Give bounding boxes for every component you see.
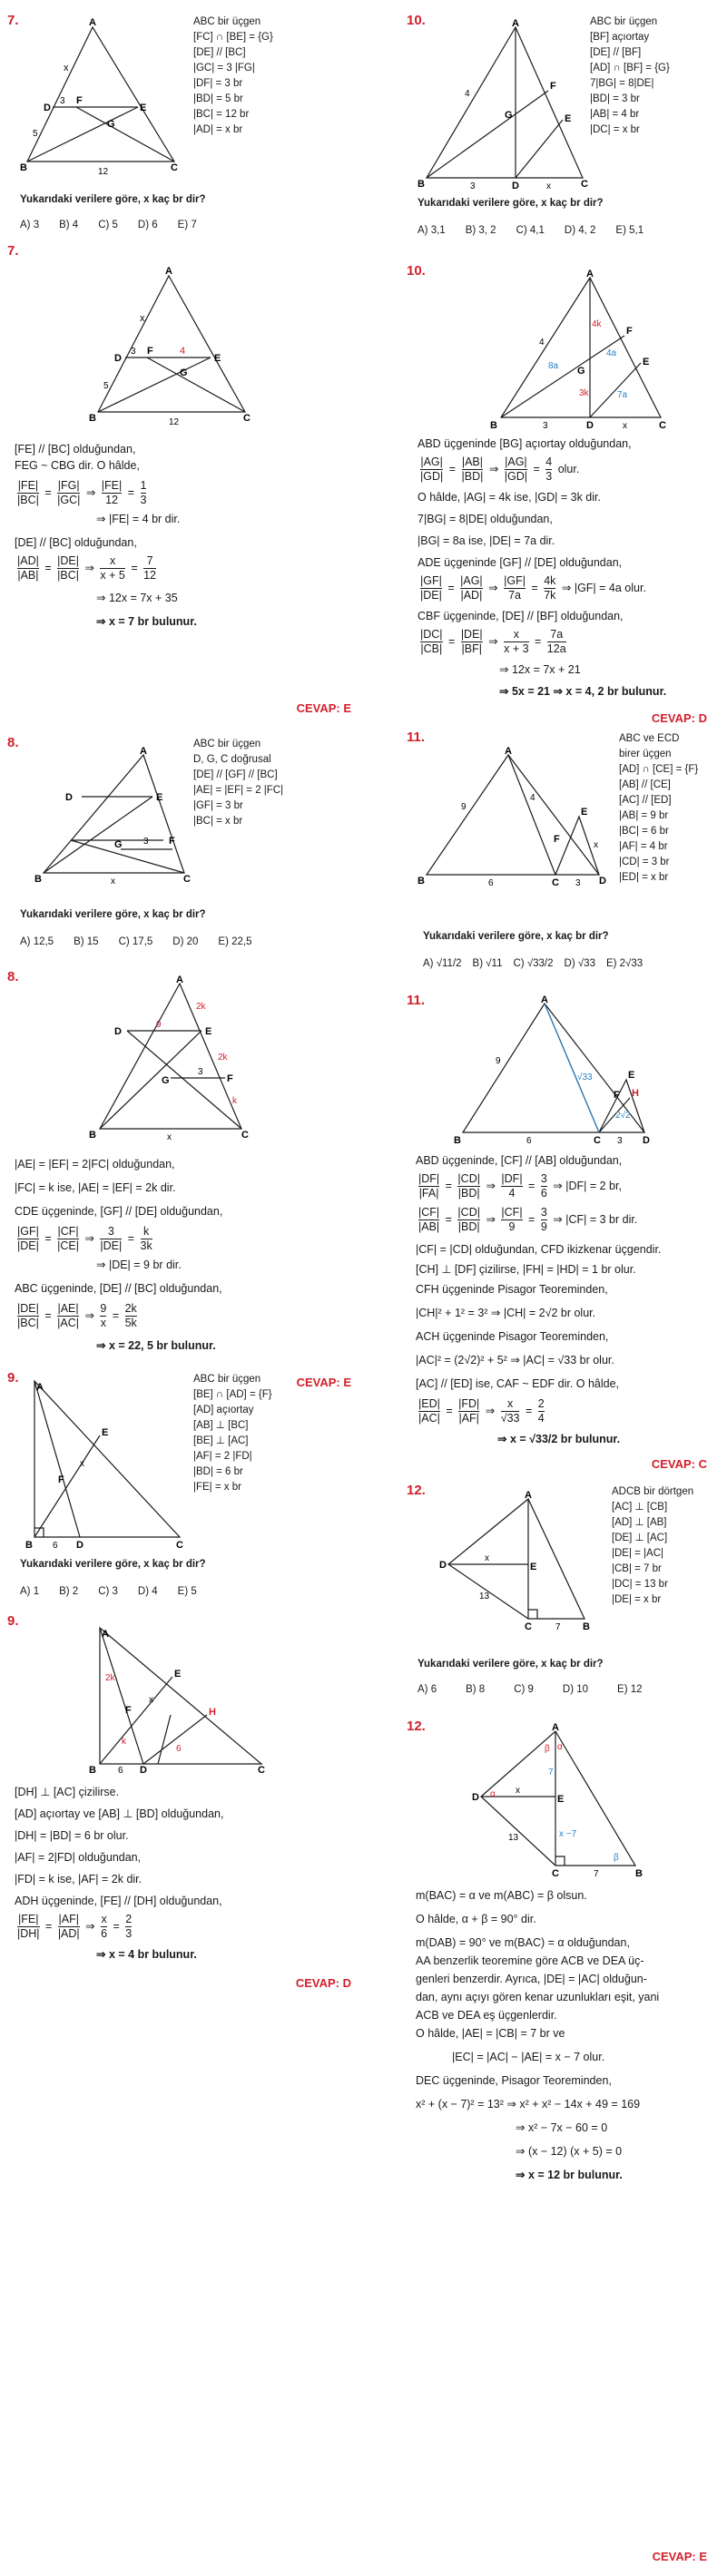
solution-figure-10 bbox=[490, 269, 672, 431]
svg-text:D: D bbox=[44, 103, 51, 113]
svg-text:A: A bbox=[140, 746, 147, 757]
svg-text:3: 3 bbox=[543, 421, 548, 431]
svg-text:k: k bbox=[232, 1096, 237, 1106]
svg-text:3: 3 bbox=[617, 1136, 623, 1146]
svg-text:12: 12 bbox=[169, 417, 180, 427]
triangle-figure-11 bbox=[418, 746, 617, 888]
svg-text:3: 3 bbox=[60, 96, 65, 106]
svg-text:B: B bbox=[635, 1868, 643, 1879]
svg-text:G: G bbox=[107, 119, 115, 130]
solution-figure-7 bbox=[89, 267, 252, 426]
solution-8 bbox=[7, 969, 357, 1396]
svg-text:A: A bbox=[512, 18, 519, 29]
svg-text:2k: 2k bbox=[196, 1002, 206, 1012]
svg-text:E: E bbox=[643, 357, 650, 367]
svg-text:6: 6 bbox=[118, 1766, 123, 1776]
problem-number: 9. bbox=[7, 1370, 19, 1386]
question-text: Yukarıdaki verilere göre, x kaç br dir? bbox=[20, 194, 206, 205]
svg-text:x −7: x −7 bbox=[559, 1829, 577, 1839]
svg-text:9: 9 bbox=[156, 1020, 162, 1030]
svg-text:x: x bbox=[64, 63, 69, 73]
solution-number: 11. bbox=[407, 993, 426, 1008]
svg-text:3: 3 bbox=[198, 1067, 203, 1077]
svg-text:F: F bbox=[626, 326, 633, 337]
answer-label: CEVAP: E bbox=[652, 2550, 707, 2563]
svg-text:A: A bbox=[586, 269, 594, 279]
svg-text:6: 6 bbox=[53, 1541, 58, 1551]
solution-text: ABD üçgeninde, [CF] // [AB] olduğundan, $\frac{|DF|}{|FA|}$ = $\frac{|CD|}{|BD|}$ ⇒ $\frac{|DF|}{4}$ = $\frac{3}{6}$ ⇒ |DF| = 2 br, $\frac{|CF|}{|AB|}$ = $\frac{|CD|}{|BD|}$ ⇒ $\frac{|CF|}{9}$ = $\frac{3}{9}$ ⇒ |CF| = 3 br dir. |CF| = |CD| olduğundan, CFD ikizkenar üçgendir. [CH] ⊥ [DF] çizilirse, |FH| = |HD| = 1 br olur. CFH üçgeninde Pisagor Teoreminden, |CH|² + 1² = 3² ⇒ |CH| = 2√2 br olur. ACH üçgeninde Pisagor Teoreminden, |AC|² = (2√2)² + 5² ⇒ |AC| = √33 br olur. [AC] // [ED] ise, CAF ~ EDF dir. O hâlde, $\frac{|ED|}{|AC|}$ = $\frac{|FD|}{|AF|}$ ⇒ $\frac{x}{√33}$ = $\frac{2}{4}$ ⇒ x = √33/2 br bulunur. bbox=[416, 1154, 662, 1445]
svg-text:D: D bbox=[65, 792, 73, 803]
svg-text:C: C bbox=[594, 1135, 601, 1146]
svg-text:D: D bbox=[472, 1792, 479, 1803]
solution-12 bbox=[363, 1719, 712, 2576]
svg-text:B: B bbox=[25, 1540, 33, 1551]
svg-text:3: 3 bbox=[470, 181, 476, 191]
svg-text:D: D bbox=[76, 1540, 84, 1551]
svg-text:β: β bbox=[545, 1744, 550, 1754]
given-list: ABC bir üçgen [BE] ∩ [AD] = {F} [AD] açıortay [AB] ⊥ [BC] [BE] ⊥ [AC] |AF| = 2 |FD| |BD| = 6 br |FE| = x br bbox=[193, 1374, 272, 1493]
question-text: Yukarıdaki verilere göre, x kaç br dir? bbox=[20, 909, 206, 920]
svg-text:x: x bbox=[516, 1786, 520, 1796]
svg-text:B: B bbox=[418, 876, 425, 886]
svg-text:E: E bbox=[581, 807, 588, 818]
svg-text:E: E bbox=[565, 113, 572, 124]
svg-text:A: A bbox=[525, 1490, 532, 1501]
triangle-figure-8 bbox=[34, 748, 198, 884]
svg-text:B: B bbox=[454, 1135, 461, 1146]
triangle-figure-9 bbox=[25, 1374, 189, 1551]
solution-11 bbox=[363, 993, 712, 1483]
problem-8 bbox=[7, 735, 357, 962]
given-list: ABC bir üçgen D, G, C doğrusal [DE] // [GF] // [BC] |AE| = |EF| = 2 |FC| |GF| = 3 br |BC| = x br bbox=[193, 739, 284, 827]
svg-text:5: 5 bbox=[33, 129, 38, 139]
svg-text:F: F bbox=[76, 95, 83, 106]
svg-text:G: G bbox=[162, 1075, 170, 1086]
svg-text:6: 6 bbox=[176, 1744, 182, 1754]
solution-figure-9 bbox=[89, 1621, 270, 1775]
svg-text:G: G bbox=[114, 839, 123, 850]
svg-text:4: 4 bbox=[465, 89, 470, 99]
svg-text:3: 3 bbox=[575, 878, 581, 888]
svg-text:C: C bbox=[525, 1621, 532, 1632]
answer-label: CEVAP: E bbox=[296, 1376, 351, 1389]
problem-number: 7. bbox=[7, 13, 19, 28]
svg-text:E: E bbox=[156, 792, 163, 803]
svg-text:4: 4 bbox=[180, 346, 186, 357]
quadrilateral-figure-12 bbox=[439, 1490, 603, 1632]
svg-text:D: D bbox=[140, 1765, 147, 1776]
svg-text:9: 9 bbox=[461, 802, 467, 812]
svg-text:13: 13 bbox=[479, 1592, 490, 1601]
svg-text:C: C bbox=[659, 420, 666, 431]
solution-9 bbox=[7, 1613, 357, 1994]
svg-text:E: E bbox=[140, 103, 147, 113]
svg-text:B: B bbox=[89, 1130, 96, 1141]
given-list: ABC bir üçgen [FC] ∩ [BE] = {G} [DE] // [BC] |GC| = 3 |FG| |DF| = 3 br |BD| = 5 br |BC| = 12 br |AD| = x br bbox=[193, 16, 273, 135]
svg-text:13: 13 bbox=[508, 1833, 519, 1843]
problem-number: 12. bbox=[407, 1483, 426, 1498]
svg-text:9: 9 bbox=[496, 1056, 501, 1066]
svg-text:5: 5 bbox=[103, 381, 109, 391]
svg-text:F: F bbox=[125, 1705, 132, 1716]
svg-text:√33: √33 bbox=[577, 1073, 593, 1082]
svg-text:C: C bbox=[241, 1130, 249, 1141]
svg-text:7a: 7a bbox=[617, 390, 628, 400]
svg-text:D: D bbox=[586, 420, 594, 431]
problem-7 bbox=[7, 13, 357, 230]
svg-text:3: 3 bbox=[131, 347, 136, 357]
options: A) 12,5 B) 15 C) 17,5 D) 20 E) 22,5 bbox=[20, 936, 252, 947]
svg-text:B: B bbox=[583, 1621, 590, 1632]
solution-number: 12. bbox=[407, 1719, 426, 1734]
svg-text:F: F bbox=[58, 1474, 64, 1485]
problem-number: 8. bbox=[7, 735, 19, 750]
svg-text:3k: 3k bbox=[579, 388, 589, 398]
options: A) 3,1 B) 3, 2 C) 4,1 D) 4, 2 E) 5,1 bbox=[418, 225, 644, 236]
svg-text:F: F bbox=[147, 346, 153, 357]
svg-text:E: E bbox=[174, 1669, 182, 1680]
options: A) 1 B) 2 C) 3 D) 4 E) 5 bbox=[20, 1586, 197, 1597]
svg-text:x: x bbox=[623, 421, 627, 431]
svg-text:8a: 8a bbox=[548, 361, 559, 371]
svg-text:C: C bbox=[552, 1868, 559, 1879]
svg-text:x: x bbox=[485, 1553, 489, 1563]
svg-text:C: C bbox=[581, 179, 588, 190]
svg-text:E: E bbox=[205, 1026, 212, 1037]
solution-figure-8 bbox=[89, 976, 252, 1140]
svg-text:B: B bbox=[20, 162, 27, 173]
given-list: ADCB bir dörtgen [AC] ⊥ [CB] [AD] ⊥ [AB] [DE] ⊥ [AC] |DE| = |AC| |CB| = 7 br |DC| = 13 br |DE| = x br bbox=[612, 1486, 694, 1605]
svg-text:B: B bbox=[34, 874, 42, 885]
solution-text: ABD üçgeninde [BG] açıortay olduğundan, $\frac{|AG|}{|GD|}$ = $\frac{|AB|}{|BD|}$ ⇒ $\frac{|AG|}{|GD|}$ = $\frac{4}{3}$ olur. O hâlde, |AG| = 4k ise, |GD| = 3k dir. 7|BG| = 8|DE| olduğundan, |BG| = 8a ise, |DE| = 7a dir. ADE üçgeninde [GF] // [DE] olduğundan, $\frac{|GF|}{|DE|}$ = $\frac{|AG|}{|AD|}$ ⇒ $\frac{|GF|}{7a}$ = $\frac{4k}{7k}$ ⇒ |GF| = 4a olur. CBF üçgeninde, [DE] // [BF] olduğundan, $\frac{|DC|}{|CB|}$ = $\frac{|DE|}{|BF|}$ ⇒ $\frac{x}{x + 3}$ = $\frac{7a}{12a}$ ⇒ 12x = 7x + 21 ⇒ 5x = 21 ⇒ x = 4, 2 br bulunur. bbox=[418, 437, 667, 698]
solution-text: m(BAC) = α ve m(ABC) = β olsun. O hâlde, α + β = 90° dir. m(DAB) = 90° ve m(BAC) = α olduğundan, AA benzerlik teoremine göre ACB ve DEA üç- genleri benzerdir. Ayrıca, |DE| = |AC| olduğun- dan, aynı açıyı gören kenar uzunlukları eşit, yani ACB ve DEA eş üçgenlerdir. O hâlde, |AE| = |CB| = 7 br ve |EC| = |AC| − |AE| = x − 7 olur. DEC üçgeninde, Pisagor Teoreminden, x² + (x − 7)² = 13² ⇒ x² + x² − 14x + 49 = 169 ⇒ x² − 7x − 60 = 0 ⇒ (x − 12) (x + 5) = 0 ⇒ x = 12 br bulunur. bbox=[416, 1889, 660, 2181]
solution-number: 7. bbox=[7, 243, 19, 259]
given-list: ABC ve ECD birer üçgen [AD] ∩ [CE] = {F} [AB] // [CE] [AC] // [ED] |AB| = 9 br |BC| = 6 br |AF| = 4 br |CD| = 3 br |ED| = x br bbox=[619, 733, 699, 883]
svg-text:A: A bbox=[36, 1382, 44, 1393]
options: A) 6 B) 8 C) 9 D) 10 E) 12 bbox=[418, 1684, 643, 1695]
question-text: Yukarıdaki verilere göre, x kaç br dir? bbox=[20, 1559, 206, 1570]
svg-text:α: α bbox=[557, 1742, 563, 1752]
svg-text:G: G bbox=[180, 367, 188, 378]
svg-text:D: D bbox=[114, 353, 122, 364]
triangle-figure-10 bbox=[418, 18, 590, 191]
svg-text:A: A bbox=[505, 746, 512, 757]
solution-number: 9. bbox=[7, 1613, 19, 1629]
svg-text:D: D bbox=[439, 1560, 447, 1571]
given-list: ABC bir üçgen [BF] açıortay [DE] // [BF] [AD] ∩ [BF] = {G} 7|BG| = 8|DE| |BD| = 3 br |AB| = 4 br |DC| = x br bbox=[590, 16, 670, 135]
svg-text:6: 6 bbox=[526, 1136, 532, 1146]
svg-text:2k: 2k bbox=[218, 1053, 228, 1063]
problem-9 bbox=[7, 1370, 357, 1606]
svg-text:x: x bbox=[167, 1132, 172, 1142]
svg-text:7: 7 bbox=[548, 1768, 554, 1778]
svg-text:4: 4 bbox=[539, 338, 545, 348]
svg-text:A: A bbox=[541, 994, 548, 1005]
svg-text:4k: 4k bbox=[592, 319, 602, 329]
question-text: Yukarıdaki verilere göre, x kaç br dir? bbox=[418, 198, 604, 209]
problem-11 bbox=[363, 730, 712, 984]
svg-text:C: C bbox=[183, 874, 191, 885]
solution-figure-12 bbox=[472, 1724, 653, 1878]
svg-text:B: B bbox=[89, 1765, 96, 1776]
svg-text:F: F bbox=[550, 81, 556, 92]
question-text: Yukarıdaki verilere göre, x kaç br dir? bbox=[418, 1659, 604, 1670]
answer-label: CEVAP: C bbox=[651, 1457, 707, 1471]
svg-text:4a: 4a bbox=[606, 348, 617, 358]
svg-text:E: E bbox=[628, 1070, 635, 1081]
svg-text:E: E bbox=[530, 1562, 537, 1572]
svg-text:6: 6 bbox=[488, 878, 494, 888]
svg-text:7: 7 bbox=[555, 1622, 561, 1632]
svg-text:4: 4 bbox=[530, 793, 535, 803]
solution-10 bbox=[363, 263, 712, 771]
solution-figure-11 bbox=[454, 996, 672, 1146]
svg-text:x: x bbox=[80, 1459, 84, 1469]
svg-text:D: D bbox=[114, 1026, 122, 1037]
answer-label: CEVAP: E bbox=[296, 701, 351, 715]
solution-text: |AE| = |EF| = 2|FC| olduğundan, |FC| = k ise, |AE| = |EF| = 2k dir. CDE üçgeninde, [GF] // [DE] olduğundan, $\frac{|GF|}{|DE|}$ = $\frac{|CF|}{|CE|}$ ⇒ $\frac{3}{|DE|}$ = $\frac{k}{3k}$ ⇒ |DE| = 9 br dir. ABC üçgeninde, [DE] // [BC] olduğundan, $\frac{|DE|}{|BC|}$ = $\frac{|AE|}{|AC|}$ ⇒ $\frac{9}{x}$ = $\frac{2k}{5k}$ ⇒ x = 22, 5 br bulunur. bbox=[15, 1158, 223, 1352]
solution-number: 8. bbox=[7, 969, 19, 984]
svg-text:A: A bbox=[176, 975, 183, 985]
svg-text:F: F bbox=[227, 1073, 233, 1084]
svg-text:G: G bbox=[577, 366, 585, 377]
solution-number: 10. bbox=[407, 263, 426, 279]
svg-text:3: 3 bbox=[143, 837, 149, 847]
svg-text:C: C bbox=[258, 1765, 265, 1776]
svg-text:H: H bbox=[209, 1707, 216, 1718]
options: A) 3 B) 4 C) 5 D) 6 E) 7 bbox=[20, 220, 197, 230]
svg-text:x: x bbox=[594, 840, 598, 850]
svg-text:H: H bbox=[632, 1088, 639, 1099]
svg-text:F: F bbox=[169, 836, 175, 847]
svg-text:D: D bbox=[643, 1135, 650, 1146]
svg-text:F: F bbox=[554, 834, 560, 845]
triangle-figure-7 bbox=[20, 16, 183, 177]
problem-number: 10. bbox=[407, 13, 426, 28]
svg-text:A: A bbox=[102, 1629, 109, 1640]
solution-text: [DH] ⊥ [AC] çizilirse. [AD] açıortay ve [AB] ⊥ [BD] olduğundan, |DH| = |BD| = 6 br olur. |AF| = 2|FD| olduğundan, |FD| = k ise, |AF| = 2k dir. ADH üçgeninde, [FE] // [DH] olduğundan, $\frac{|FE|}{|DH|}$ = $\frac{|AF|}{|AD|}$ ⇒ $\frac{x}{6}$ = $\frac{2}{3}$ ⇒ x = 4 br bulunur. bbox=[15, 1786, 224, 1961]
options: A) √11/2 B) √11 C) √33/2 D) √33 E) 2√33 bbox=[423, 958, 643, 969]
solution-7 bbox=[7, 243, 357, 715]
svg-text:C: C bbox=[176, 1540, 183, 1551]
svg-text:A: A bbox=[552, 1722, 559, 1733]
answer-label: CEVAP: D bbox=[295, 1976, 351, 1990]
problem-number: 11. bbox=[407, 730, 426, 745]
problem-10 bbox=[363, 13, 712, 249]
svg-text:x: x bbox=[149, 1695, 153, 1705]
svg-text:G: G bbox=[505, 110, 513, 121]
svg-text:k: k bbox=[122, 1737, 126, 1747]
problem-12 bbox=[363, 1483, 712, 1719]
svg-text:β: β bbox=[614, 1853, 619, 1863]
svg-text:B: B bbox=[490, 420, 497, 431]
svg-text:C: C bbox=[552, 877, 559, 888]
svg-text:D: D bbox=[599, 876, 606, 886]
svg-text:x: x bbox=[111, 877, 115, 886]
svg-text:12: 12 bbox=[98, 167, 109, 177]
svg-text:C: C bbox=[171, 162, 178, 173]
question-text: Yukarıdaki verilere göre, x kaç br dir? bbox=[423, 931, 609, 942]
answer-label: CEVAP: D bbox=[651, 711, 707, 725]
svg-text:α: α bbox=[490, 1789, 496, 1799]
svg-text:A: A bbox=[89, 17, 96, 28]
svg-text:B: B bbox=[89, 413, 96, 424]
svg-text:x: x bbox=[546, 181, 551, 191]
svg-text:D: D bbox=[512, 181, 519, 191]
svg-text:2√2: 2√2 bbox=[615, 1111, 631, 1121]
svg-text:7: 7 bbox=[594, 1869, 599, 1879]
svg-text:B: B bbox=[418, 179, 425, 190]
svg-text:A: A bbox=[165, 266, 172, 277]
svg-text:x: x bbox=[140, 313, 145, 324]
svg-text:C: C bbox=[243, 413, 251, 424]
svg-text:E: E bbox=[557, 1794, 565, 1805]
solution-text: [FE] // [BC] olduğundan, FEG ~ CBG dir. O hâlde, $\frac{|FE|}{|BC|}$ = $\frac{|FG|}{|GC|}$ ⇒ $\frac{|FE|}{12}$ = $\frac{1}{3}$ ⇒ |FE| = 4 br dir. [DE] // [BC] olduğundan, $\frac{|AD|}{|AB|}$ = $\frac{|DE|}{|BC|}$ ⇒ $\frac{x}{x + 5}$ = $\frac{7}{12}$ ⇒ 12x = 7x + 35 ⇒ x = 7 br bulunur. bbox=[15, 443, 197, 628]
svg-text:F: F bbox=[614, 1090, 620, 1101]
svg-text:E: E bbox=[102, 1427, 109, 1438]
svg-text:E: E bbox=[214, 353, 221, 364]
svg-text:2k: 2k bbox=[105, 1673, 115, 1683]
